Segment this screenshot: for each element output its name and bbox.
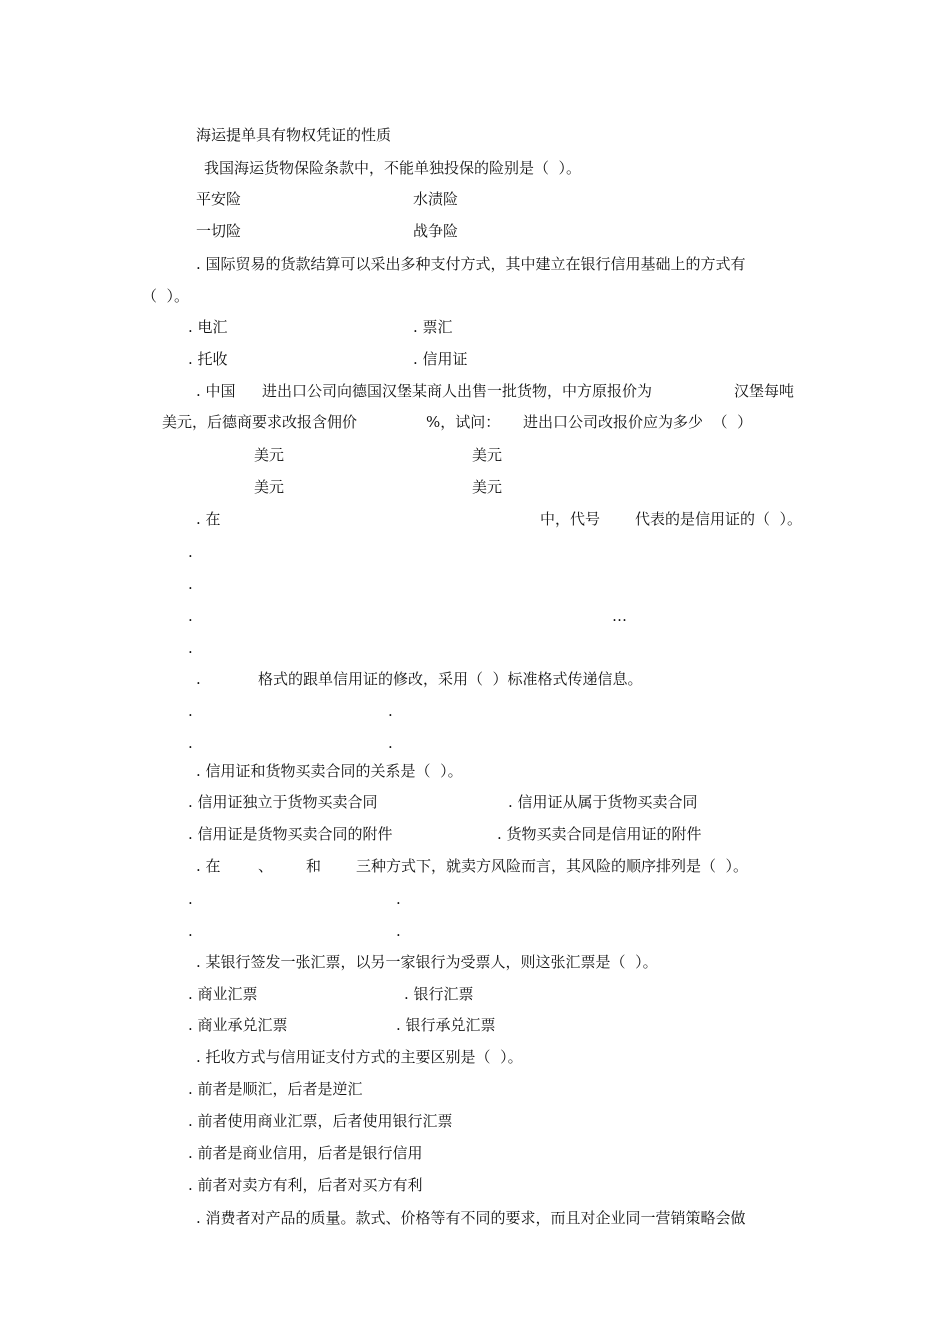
option-b: . — [388, 702, 393, 720]
question-stem-cont: 美元，后德商要求改报含佣价 — [162, 413, 358, 431]
statement-line: 海运提单具有物权凭证的性质 — [196, 126, 392, 144]
option-a: . — [188, 543, 193, 561]
option-a: . — [188, 890, 193, 908]
option-c: . — [188, 734, 193, 752]
option-b: 水渍险 — [413, 190, 459, 208]
question-stem: . 在 — [196, 510, 221, 528]
question-stem: 三种方式下，就卖方风险而言，其风险的顺序排列是（ ）。 — [356, 857, 749, 875]
option-d: . 前者对卖方有利，后者对买方有利 — [188, 1176, 423, 1194]
option-a: 美元 — [254, 446, 285, 464]
option-d: . — [396, 922, 401, 940]
question-stem-cont: （ ）。 — [142, 287, 190, 305]
option-b: . 信用证从属于货物买卖合同 — [508, 793, 698, 811]
question-stem: . 托收方式与信用证支付方式的主要区别是（ ）。 — [196, 1048, 523, 1066]
option-a: . 电汇 — [188, 318, 228, 336]
question-stem: . 中国 — [196, 382, 236, 400]
option-d: 美元 — [472, 478, 503, 496]
option-c: . 前者是商业信用，后者是银行信用 — [188, 1144, 423, 1162]
question-stem: 中，代号 — [540, 510, 601, 528]
question-stem: 格式的跟单信用证的修改，采用（ ）标准格式传递信息。 — [258, 670, 643, 688]
question-stem: 代表的是信用证的（ ）。 — [635, 510, 803, 528]
option-a: . 信用证独立于货物买卖合同 — [188, 793, 378, 811]
option-a: . — [188, 702, 193, 720]
option-d: . 银行承兑汇票 — [396, 1016, 496, 1034]
question-stem: . 信用证和货物买卖合同的关系是（ ）。 — [196, 762, 463, 780]
option-a: . 前者是顺汇，后者是逆汇 — [188, 1080, 363, 1098]
option-b: . — [188, 575, 193, 593]
question-stem: . 国际贸易的货款结算可以采出多种支付方式，其中建立在银行信用基础上的方式有 — [196, 255, 746, 273]
option-b: . — [396, 890, 401, 908]
option-a: 平安险 — [196, 190, 242, 208]
option-d: . — [188, 639, 193, 657]
option-d: . 信用证 — [413, 350, 468, 368]
question-stem: 汉堡每吨 — [734, 382, 795, 400]
question-stem: 、 — [258, 857, 274, 875]
option-c: . 商业承兑汇票 — [188, 1016, 288, 1034]
option-b: . 前者使用商业汇票，后者使用银行汇票 — [188, 1112, 453, 1130]
option-c: . — [188, 607, 193, 625]
question-stem: 我国海运货物保险条款中，不能单独投保的险别是（ ）。 — [204, 159, 582, 177]
option-c: . 托收 — [188, 350, 228, 368]
option-c: 一切险 — [196, 222, 242, 240]
option-c-ellipsis: … — [612, 607, 627, 625]
question-stem: . 消费者对产品的质量。款式、价格等有不同的要求，而且对企业同一营销策略会做 — [196, 1209, 746, 1227]
question-stem: . — [196, 670, 201, 688]
option-d: . — [388, 734, 393, 752]
question-stem: 和 — [306, 857, 322, 875]
option-c: 美元 — [254, 478, 285, 496]
question-stem: . 某银行签发一张汇票，以另一家银行为受票人，则这张汇票是（ ）。 — [196, 953, 658, 971]
option-b: 美元 — [472, 446, 503, 464]
option-d: 战争险 — [413, 222, 459, 240]
question-stem-cont: %，试问： — [426, 413, 501, 431]
option-c: . — [188, 922, 193, 940]
question-stem: . 在 — [196, 857, 221, 875]
option-a: . 商业汇票 — [188, 985, 258, 1003]
question-stem: 进出口公司向德国汉堡某商人出售一批货物，中方原报价为 — [262, 382, 653, 400]
option-d: . 货物买卖合同是信用证的附件 — [497, 825, 702, 843]
option-b: . 银行汇票 — [404, 985, 474, 1003]
question-stem-cont: 进出口公司改报价应为多少 （ ） — [523, 413, 753, 431]
option-c: . 信用证是货物买卖合同的附件 — [188, 825, 393, 843]
option-b: . 票汇 — [413, 318, 453, 336]
